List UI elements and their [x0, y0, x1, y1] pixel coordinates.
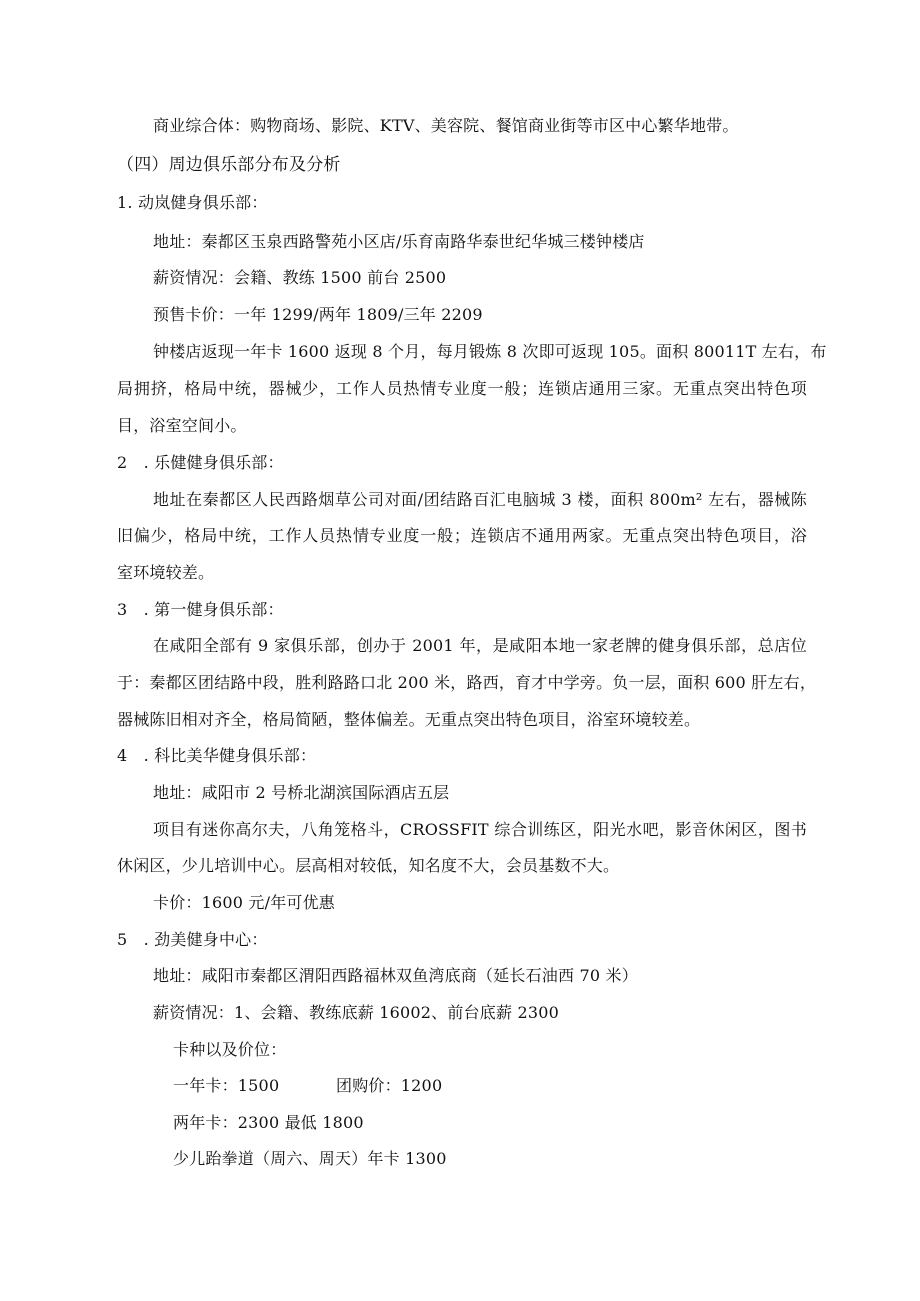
club5-two-year-card: 两年卡：2300 最低 1800: [173, 1113, 364, 1132]
club5-title: 5 . 劲美健身中心：: [117, 930, 268, 949]
club5-kids-taekwondo: 少儿跆拳道（周六、周天）年卡 1300: [173, 1149, 447, 1168]
section-heading: （四）周边俱乐部分布及分析: [117, 155, 341, 175]
club2-description-line1: 地址在秦都区人民西路烟草公司对面/团结路百汇电脑城 3 楼，面积 800m² 左右，器械陈: [153, 490, 807, 509]
club4-title: 4 . 科比美华健身俱乐部：: [117, 746, 317, 765]
commercial-complex-line: 商业综合体：购物商场、影院、KTV、美容院、餐馆商业街等市区中心繁华地带。: [153, 116, 739, 135]
club1-salary: 薪资情况：会籍、教练 1500 前台 2500: [153, 268, 447, 287]
club4-description-line2: 休闲区，少儿培训中心。层高相对较低，知名度不大，会员基数不大。: [117, 856, 620, 875]
club1-address: 地址：秦都区玉泉西路警苑小区店/乐育南路华泰世纪华城三楼钟楼店: [153, 232, 645, 251]
club3-description-line3: 器械陈旧相对齐全，格局简陋，整体偏差。无重点突出特色项目，浴室环境较差。: [117, 710, 701, 729]
club5-group-buy-price: 团购价：1200: [336, 1076, 443, 1095]
club2-description-line3: 室环境较差。: [117, 563, 215, 582]
club5-address: 地址：咸阳市秦都区渭阳西路福林双鱼湾底商（延长石油西 70 米）: [153, 966, 638, 985]
club5-one-year-card: 一年卡：1500: [173, 1076, 280, 1095]
club1-presale-price: 预售卡价：一年 1299/两年 1809/三年 2209: [153, 305, 483, 324]
club4-card-price: 卡价：1600 元/年可优惠: [153, 893, 335, 912]
club1-description-line1: 钟楼店返现一年卡 1600 返现 8 个月，每月锻炼 8 次即可返现 105。面积 80011T 左右，布: [153, 342, 827, 361]
club4-description-line1: 项目有迷你高尔夫，八角笼格斗，CROSSFIT 综合训练区，阳光水吧，影音休闲区，图书: [153, 820, 807, 839]
club3-description-line1: 在咸阳全部有 9 家俱乐部，创办于 2001 年，是咸阳本地一家老牌的健身俱乐部，总店位: [153, 636, 807, 655]
club2-description-line2: 旧偏少，格局中统，工作人员热情专业度一般；连锁店不通用两家。无重点突出特色项目，浴: [117, 526, 807, 545]
club3-description-line2: 于：秦都区团结路中段，胜利路路口北 200 米，路西，育才中学旁。负一层，面积 600 肝左右，: [117, 673, 817, 692]
club1-description-line2: 局拥挤，格局中统，器械少，工作人员热情专业度一般；连锁店通用三家。无重点突出特色项: [117, 379, 807, 398]
club3-title: 3 . 第一健身俱乐部：: [117, 600, 284, 619]
club2-title: 2 . 乐健健身俱乐部：: [117, 453, 284, 472]
club5-card-types: 卡种以及价位：: [173, 1040, 287, 1059]
club1-title: 1. 动岚健身俱乐部：: [117, 193, 268, 212]
club4-address: 地址：咸阳市 2 号桥北湖滨国际酒店五层: [153, 783, 450, 802]
club1-description-line3: 目，浴室空间小。: [117, 416, 247, 435]
club5-salary: 薪资情况：1、会籍、教练底薪 16002、前台底薪 2300: [153, 1003, 559, 1022]
